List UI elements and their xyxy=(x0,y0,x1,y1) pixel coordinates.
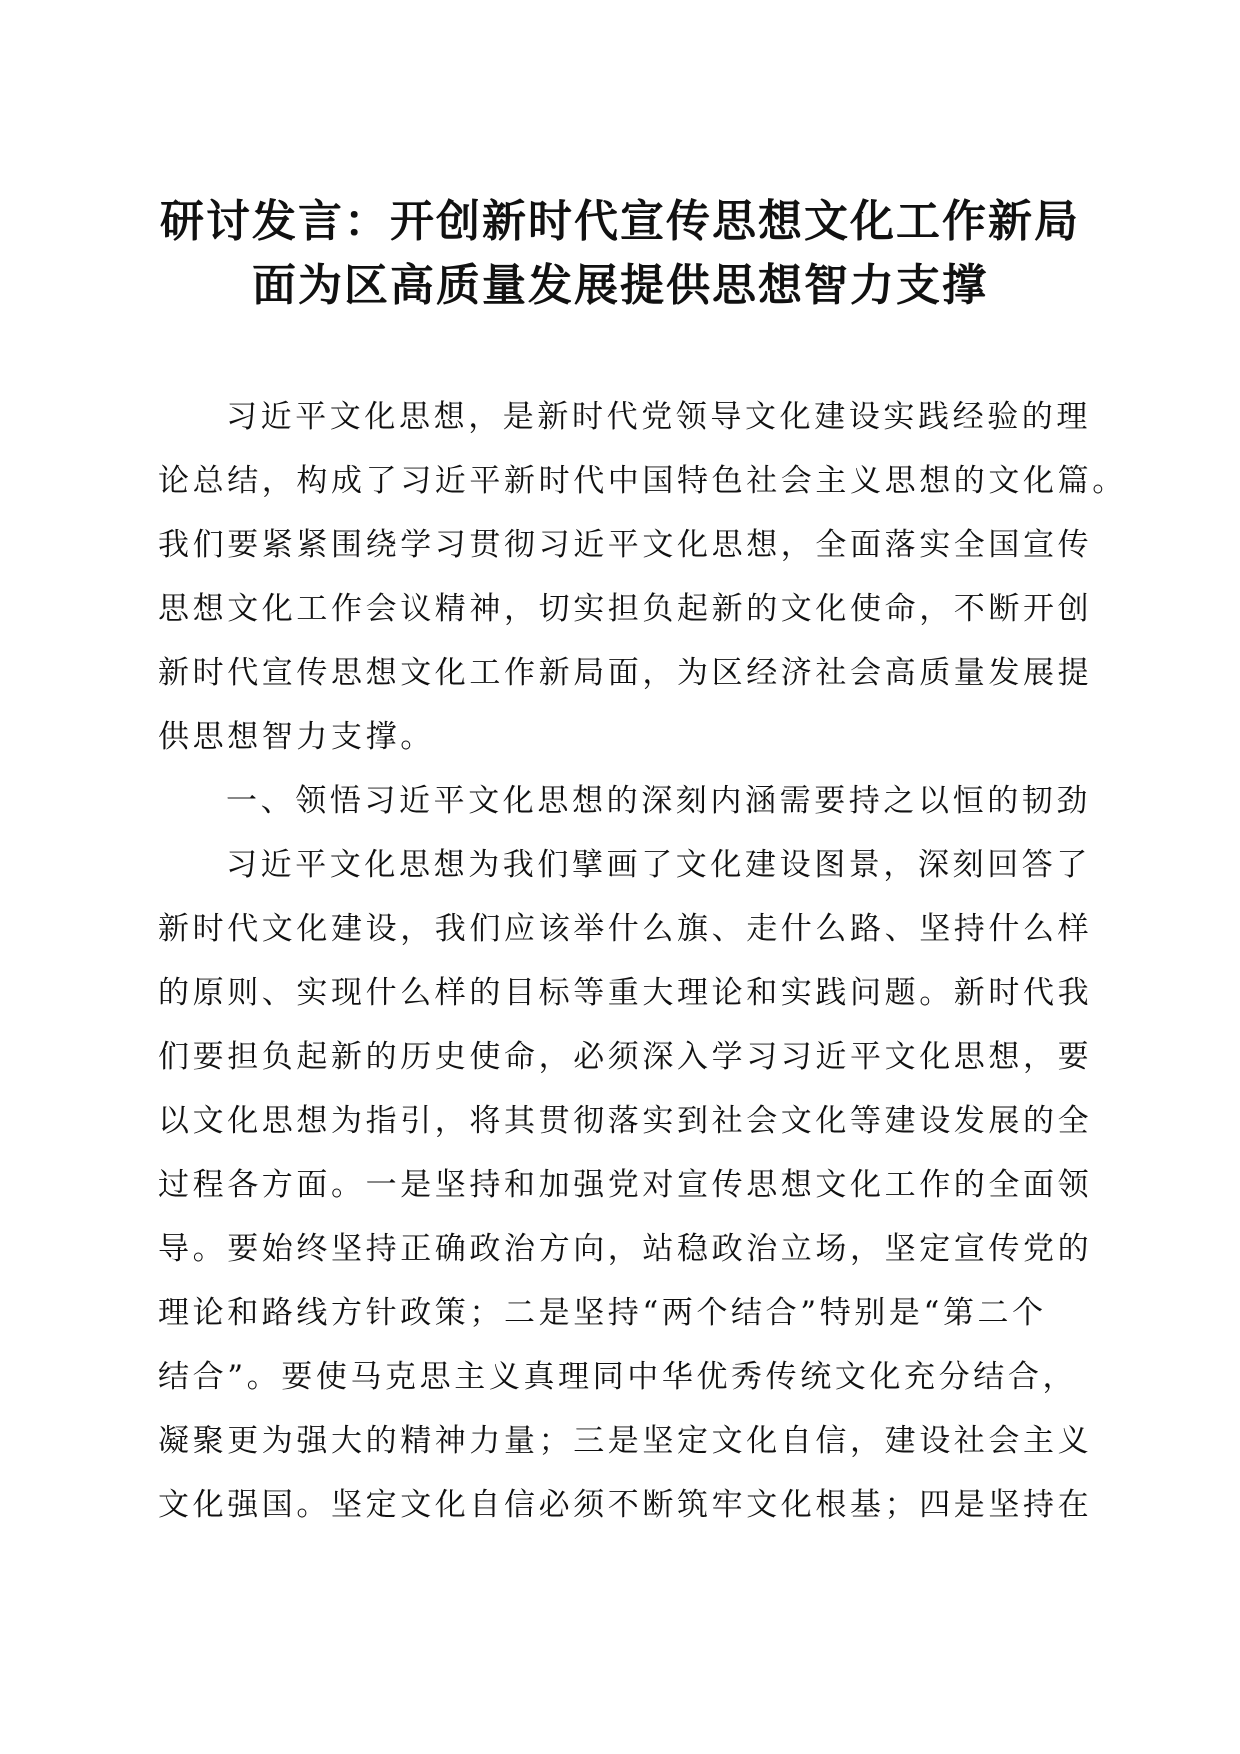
title-line: 面为区高质量发展提供思想智力支撑 xyxy=(252,260,988,311)
paragraph-line: 思想文化工作会议精神，切实担负起新的文化使命，不断开创 xyxy=(158,591,1093,627)
paragraph-line: 理论和路线方针政策；二是坚持“两个结合”特别是“第二个 xyxy=(158,1295,1047,1331)
paragraph-line: 们要担负起新的历史使命，必须深入学习习近平文化思想，要 xyxy=(158,1039,1093,1075)
paragraph-line: 过程各方面。一是坚持和加强党对宣传思想文化工作的全面领 xyxy=(158,1167,1093,1203)
document-title xyxy=(140,190,1100,318)
paragraph-line: 导。要始终坚持正确政治方向，站稳政治立场，坚定宣传党的 xyxy=(158,1231,1093,1267)
section-paragraph xyxy=(158,833,1098,1537)
paragraph-line: 新时代宣传思想文化工作新局面，为区经济社会高质量发展提 xyxy=(158,655,1093,691)
paragraph-line: 凝聚更为强大的精神力量；三是坚定文化自信，建设社会主义 xyxy=(158,1423,1093,1459)
paragraph-line: 结合”。要使马克思主义真理同中华优秀传统文化充分结合， xyxy=(158,1359,1078,1395)
title-line: 研讨发言：开创新时代宣传思想文化工作新局 xyxy=(160,196,1080,247)
paragraph-line: 我们要紧紧围绕学习贯彻习近平文化思想，全面落实全国宣传 xyxy=(158,527,1093,563)
paragraph-line: 的原则、实现什么样的目标等重大理论和实践问题。新时代我 xyxy=(158,975,1093,1011)
paragraph-line: 习近平文化思想，是新时代党领导文化建设实践经验的理 xyxy=(226,399,1091,435)
intro-paragraph xyxy=(158,385,1127,769)
document-body xyxy=(158,385,1127,1537)
paragraph-line: 习近平文化思想为我们擘画了文化建设图景，深刻回答了 xyxy=(226,847,1091,883)
paragraph-line: 供思想智力支撑。 xyxy=(158,719,435,755)
paragraph-line: 论总结，构成了习近平新时代中国特色社会主义思想的文化篇。 xyxy=(158,463,1127,499)
paragraph-line: 以文化思想为指引，将其贯彻落实到社会文化等建设发展的全 xyxy=(158,1103,1093,1139)
section-heading xyxy=(158,769,1098,833)
paragraph-line: 新时代文化建设，我们应该举什么旗、走什么路、坚持什么样 xyxy=(158,911,1093,947)
section-heading-text: 一、领悟习近平文化思想的深刻内涵需要持之以恒的韧劲 xyxy=(226,783,1091,819)
paragraph-line: 文化强国。坚定文化自信必须不断筑牢文化根基；四是坚持在 xyxy=(158,1487,1093,1523)
